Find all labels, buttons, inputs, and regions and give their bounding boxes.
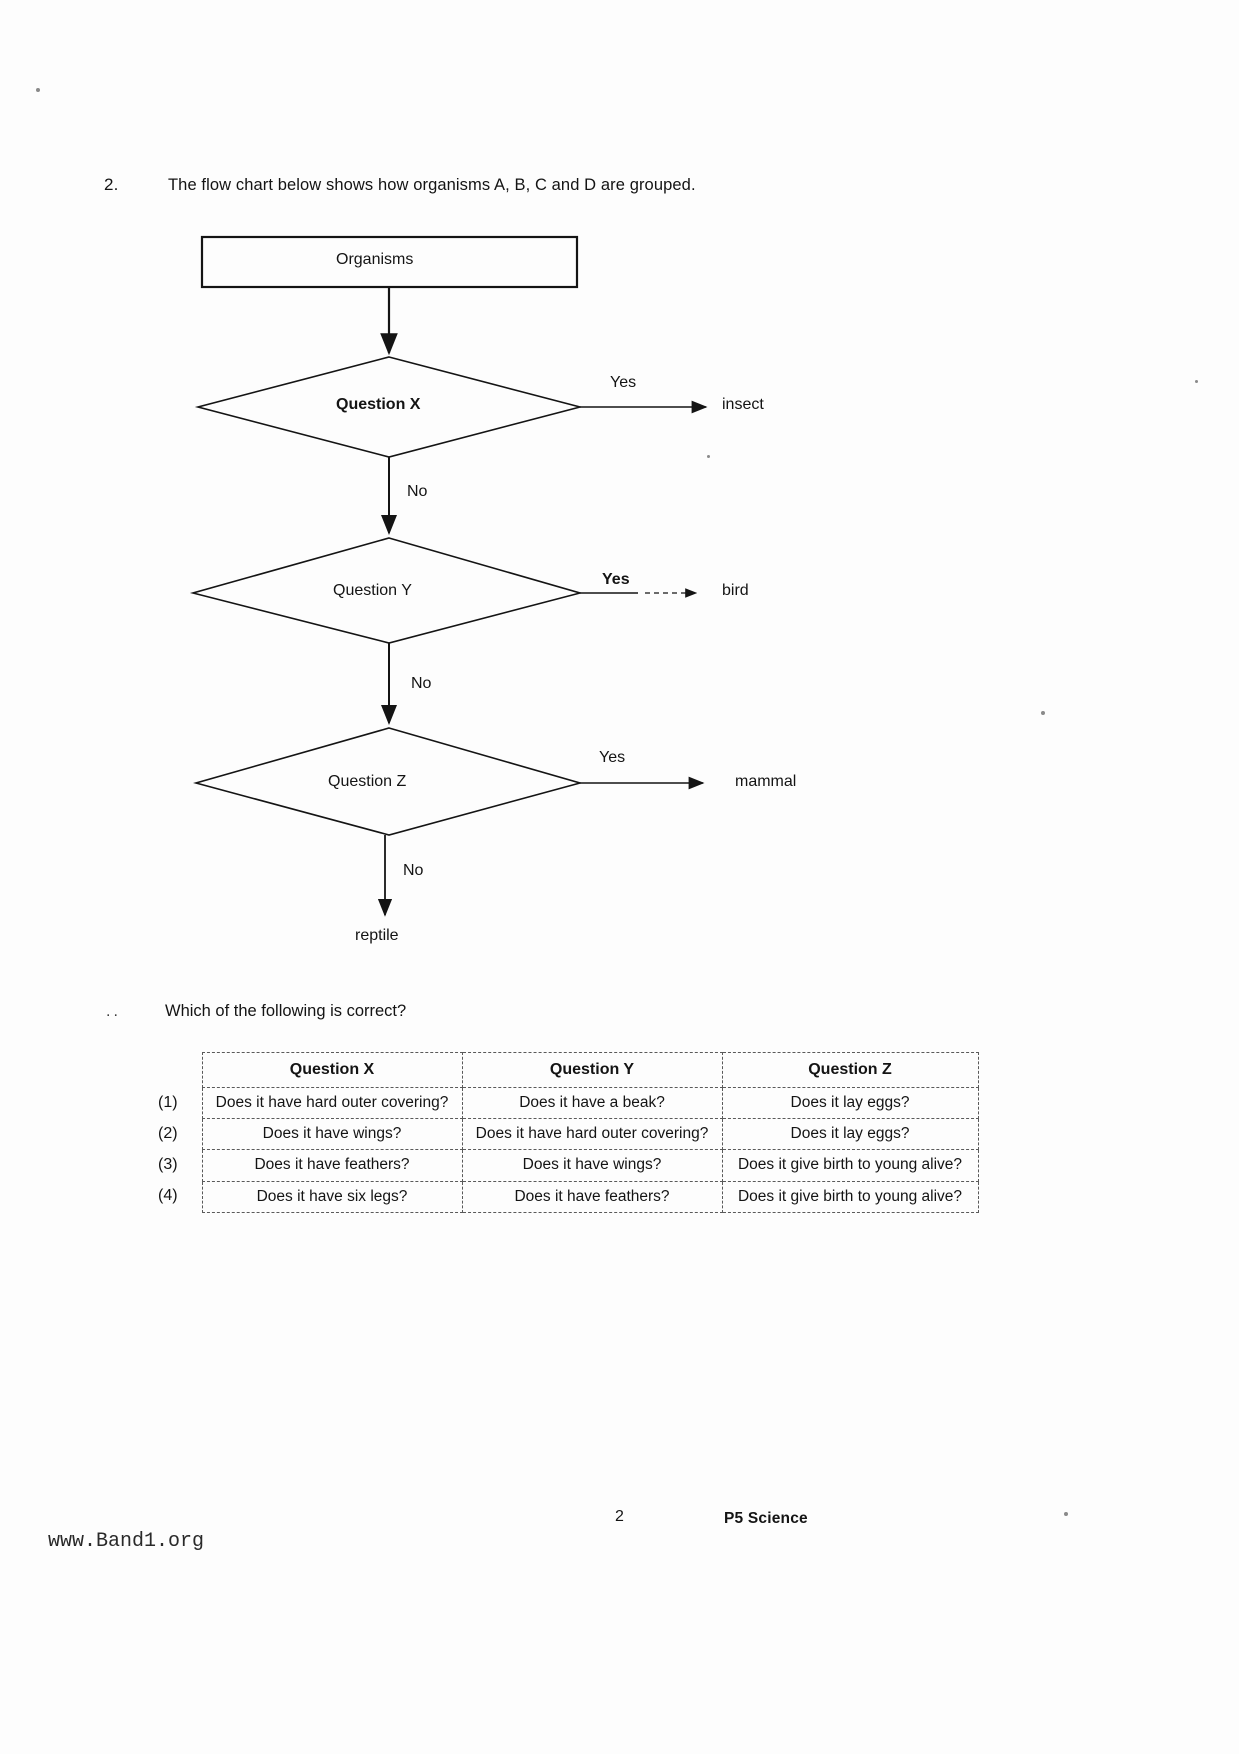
- option-cell-x: Does it have feathers?: [202, 1150, 462, 1181]
- flow-x-no-label: No: [407, 483, 428, 500]
- table-row[interactable]: [156, 1119, 978, 1150]
- question-stem: The flow chart below shows how organisms A, B, C and D are grouped.: [168, 176, 696, 194]
- option-cell-y: Does it have a beak?: [462, 1087, 722, 1118]
- flow-decision-y-label: Question Y: [333, 582, 412, 599]
- flow-outcome-mammal: mammal: [735, 773, 797, 790]
- scan-speck: [1195, 380, 1198, 383]
- table-row[interactable]: [156, 1087, 978, 1118]
- header-question-x: Question X: [202, 1053, 462, 1088]
- option-cell-z: Does it lay eggs?: [722, 1119, 978, 1150]
- watermark: www.Band1.org: [48, 1530, 205, 1553]
- page-number: 2: [615, 1508, 624, 1525]
- flow-outcome-reptile: reptile: [355, 927, 399, 944]
- subject-label: P5 Science: [724, 1510, 808, 1527]
- option-number: (4): [158, 1187, 178, 1205]
- flow-y-no-label: No: [411, 675, 432, 692]
- option-cell-z: Does it give birth to young alive?: [722, 1150, 978, 1181]
- flow-decision-z-label: Question Z: [328, 773, 407, 790]
- flow-x-yes-label: Yes: [610, 374, 637, 391]
- question-number: 2.: [104, 175, 119, 194]
- table-row[interactable]: [156, 1181, 978, 1212]
- header-question-z: Question Z: [722, 1053, 978, 1088]
- flow-outcome-insect: insect: [722, 396, 764, 413]
- option-cell-y: Does it have hard outer covering?: [462, 1119, 722, 1150]
- option-number: (3): [158, 1156, 178, 1174]
- option-cell-y: Does it have feathers?: [462, 1181, 722, 1212]
- header-question-y: Question Y: [462, 1053, 722, 1088]
- table-header-row: [156, 1053, 978, 1088]
- option-cell-x: Does it have wings?: [202, 1119, 462, 1150]
- margin-dots: ..: [106, 1003, 121, 1020]
- flow-outcome-bird: bird: [722, 582, 749, 599]
- flowchart: [150, 225, 950, 985]
- option-cell-x: Does it have six legs?: [202, 1181, 462, 1212]
- prompt-text: Which of the following is correct?: [165, 1002, 407, 1020]
- scan-speck: [36, 88, 40, 92]
- flow-z-yes-label: Yes: [599, 749, 626, 766]
- flowchart-graphics: [150, 225, 950, 985]
- scan-speck: [1041, 711, 1045, 715]
- header-blank: [156, 1053, 202, 1088]
- options-table: [156, 1052, 979, 1213]
- option-cell-z: Does it lay eggs?: [722, 1087, 978, 1118]
- flow-start-label: Organisms: [336, 251, 414, 268]
- flow-decision-x-label: Question X: [336, 396, 421, 413]
- option-number: (2): [158, 1124, 178, 1142]
- option-cell-y: Does it have wings?: [462, 1150, 722, 1181]
- table-row[interactable]: [156, 1150, 978, 1181]
- option-cell-z: Does it give birth to young alive?: [722, 1181, 978, 1212]
- option-number: (1): [158, 1093, 178, 1111]
- flow-z-no-label: No: [403, 862, 424, 879]
- flow-y-yes-label: Yes: [602, 571, 630, 588]
- option-cell-x: Does it have hard outer covering?: [202, 1087, 462, 1118]
- options-table-wrapper: [156, 1052, 978, 1213]
